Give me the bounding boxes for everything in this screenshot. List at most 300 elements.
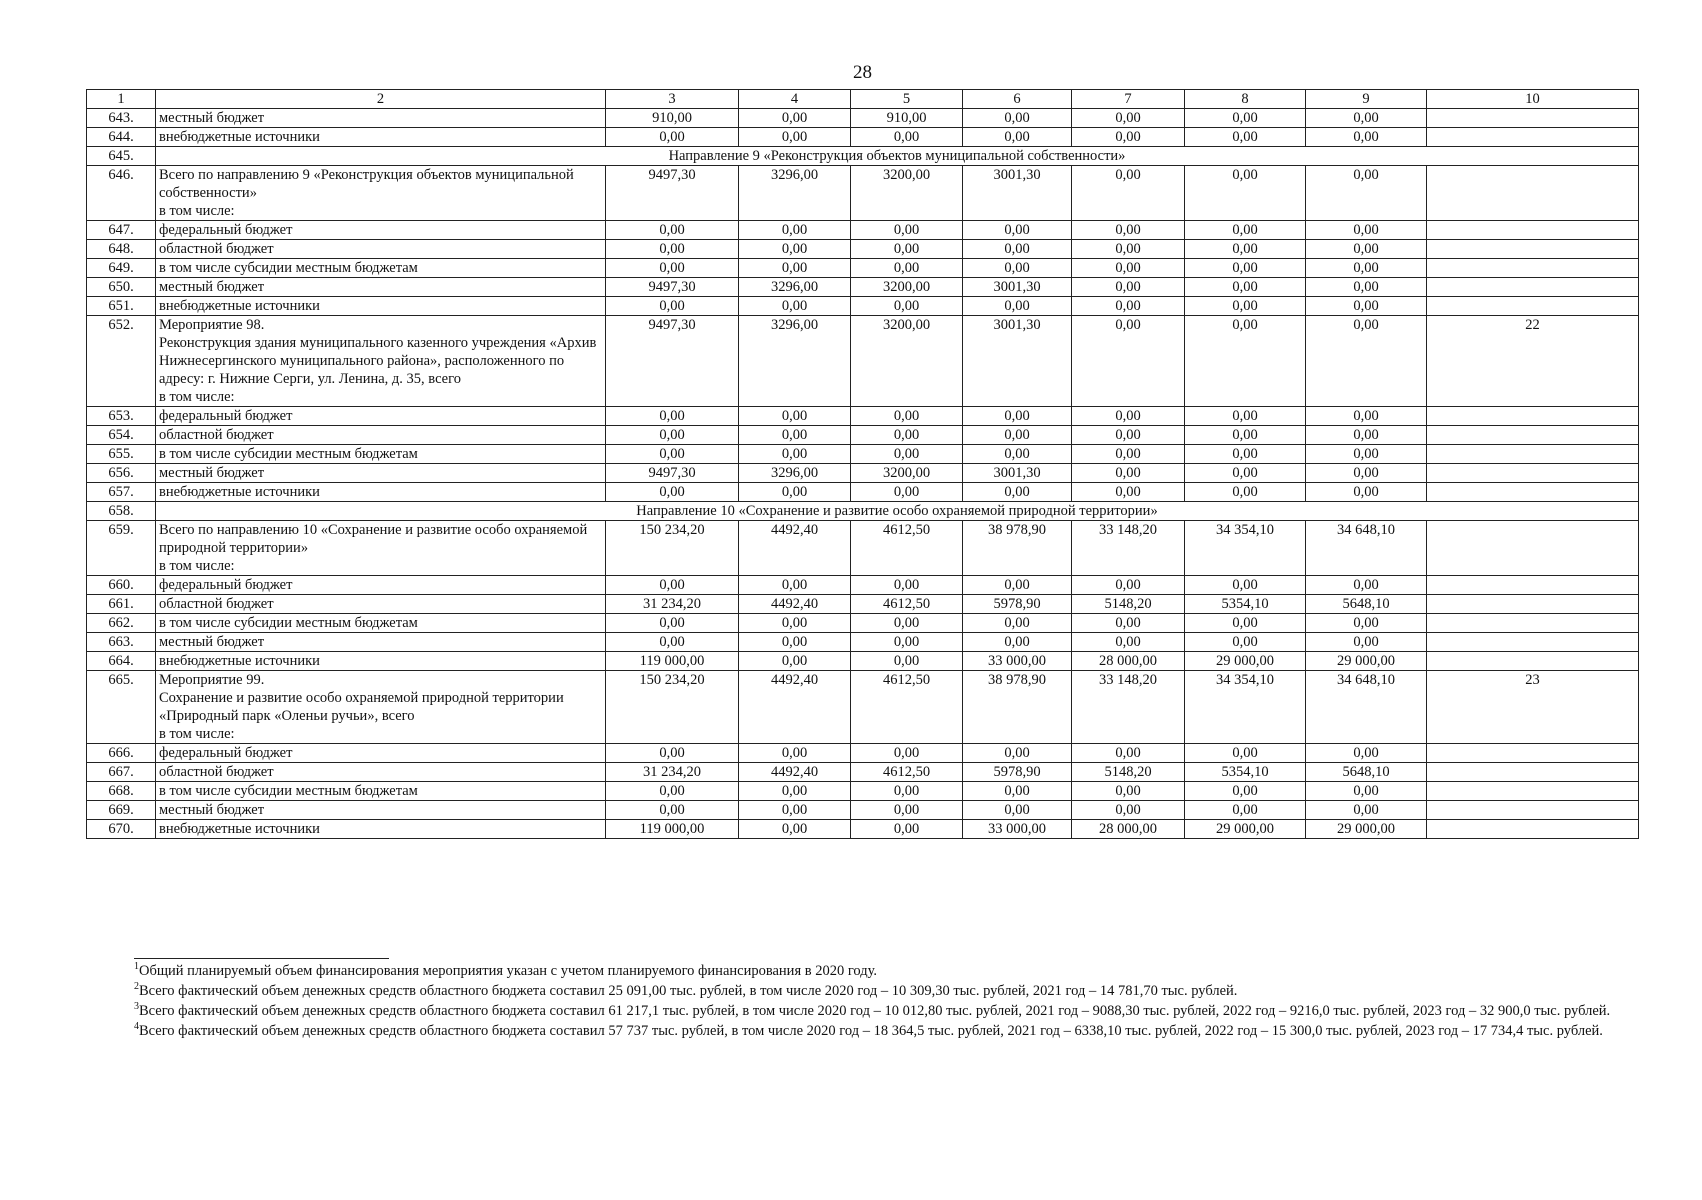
row-label: областной бюджет [156, 595, 606, 614]
value-cell-col-5: 3200,00 [851, 166, 963, 221]
table-row [87, 801, 1639, 820]
header-row [87, 90, 1639, 109]
table-row [87, 109, 1639, 128]
row-number: 655. [87, 445, 156, 464]
value-cell-col-7: 0,00 [1072, 464, 1185, 483]
value-cell-col-9: 0,00 [1306, 240, 1427, 259]
row-label: в том числе субсидии местным бюджетам [156, 259, 606, 278]
value-cell-col-7: 0,00 [1072, 426, 1185, 445]
value-cell-col-8: 5354,10 [1185, 595, 1306, 614]
row-number: 666. [87, 744, 156, 763]
table-row [87, 316, 1639, 407]
value-cell-col-3: 150 234,20 [606, 671, 739, 744]
row-label: федеральный бюджет [156, 407, 606, 426]
row-number: 656. [87, 464, 156, 483]
value-cell-col-8: 29 000,00 [1185, 820, 1306, 839]
value-cell-col-4: 0,00 [739, 744, 851, 763]
table-row [87, 278, 1639, 297]
value-cell-col-4: 0,00 [739, 221, 851, 240]
value-cell-col-3: 0,00 [606, 297, 739, 316]
section-title: Направление 9 «Реконструкция объектов муниципальной собственности» [156, 147, 1639, 166]
table-row [87, 576, 1639, 595]
value-cell-col-7: 0,00 [1072, 445, 1185, 464]
table-row [87, 744, 1639, 763]
target-indicator-ref [1427, 763, 1639, 782]
row-label: областной бюджет [156, 426, 606, 445]
row-number: 668. [87, 782, 156, 801]
target-indicator-ref: 23 [1427, 671, 1639, 744]
value-cell-col-6: 0,00 [963, 483, 1072, 502]
value-cell-col-6: 0,00 [963, 426, 1072, 445]
value-cell-col-3: 9497,30 [606, 464, 739, 483]
value-cell-col-8: 5354,10 [1185, 763, 1306, 782]
footnote-1 [86, 961, 1646, 981]
table-row [87, 464, 1639, 483]
value-cell-col-4: 0,00 [739, 820, 851, 839]
row-number: 648. [87, 240, 156, 259]
target-indicator-ref [1427, 521, 1639, 576]
value-cell-col-7: 0,00 [1072, 109, 1185, 128]
value-cell-col-7: 0,00 [1072, 316, 1185, 407]
value-cell-col-3: 0,00 [606, 782, 739, 801]
value-cell-col-7: 28 000,00 [1072, 820, 1185, 839]
value-cell-col-8: 0,00 [1185, 109, 1306, 128]
value-cell-col-9: 0,00 [1306, 483, 1427, 502]
target-indicator-ref [1427, 259, 1639, 278]
value-cell-col-5: 0,00 [851, 744, 963, 763]
column-header-7: 7 [1072, 90, 1185, 109]
row-label: Всего по направлению 9 «Реконструкция объектов муниципальной собственности» в том числе: [156, 166, 606, 221]
value-cell-col-4: 3296,00 [739, 166, 851, 221]
table-row [87, 166, 1639, 221]
value-cell-col-8: 0,00 [1185, 259, 1306, 278]
table-row [87, 671, 1639, 744]
table-row [87, 240, 1639, 259]
table-row [87, 595, 1639, 614]
budget-table [86, 89, 1639, 839]
row-number: 649. [87, 259, 156, 278]
value-cell-col-4: 4492,40 [739, 671, 851, 744]
value-cell-col-8: 34 354,10 [1185, 521, 1306, 576]
row-number: 647. [87, 221, 156, 240]
value-cell-col-8: 0,00 [1185, 464, 1306, 483]
value-cell-col-6: 38 978,90 [963, 671, 1072, 744]
value-cell-col-8: 0,00 [1185, 576, 1306, 595]
row-label: внебюджетные источники [156, 820, 606, 839]
value-cell-col-4: 0,00 [739, 259, 851, 278]
table-row [87, 763, 1639, 782]
table-row [87, 221, 1639, 240]
value-cell-col-5: 3200,00 [851, 278, 963, 297]
value-cell-col-8: 34 354,10 [1185, 671, 1306, 744]
row-label: местный бюджет [156, 278, 606, 297]
value-cell-col-7: 0,00 [1072, 166, 1185, 221]
target-indicator-ref [1427, 820, 1639, 839]
value-cell-col-7: 5148,20 [1072, 595, 1185, 614]
value-cell-col-3: 0,00 [606, 221, 739, 240]
value-cell-col-3: 9497,30 [606, 316, 739, 407]
value-cell-col-5: 0,00 [851, 297, 963, 316]
row-number: 645. [87, 147, 156, 166]
value-cell-col-5: 0,00 [851, 820, 963, 839]
footnote-text: Всего фактический объем денежных средств областного бюджета составил 25 091,00 тыс. рублей, в том числе 2020 год – 10 309,30 тыс. рублей, 2021 год – 14 781,70 тыс. рублей. [139, 983, 1238, 999]
table-row [87, 407, 1639, 426]
value-cell-col-7: 28 000,00 [1072, 652, 1185, 671]
value-cell-col-8: 0,00 [1185, 445, 1306, 464]
row-number: 664. [87, 652, 156, 671]
table-body [87, 109, 1639, 839]
value-cell-col-9: 0,00 [1306, 633, 1427, 652]
footnote-mark: 1 [134, 961, 139, 973]
value-cell-col-5: 0,00 [851, 259, 963, 278]
footnote-4 [86, 1021, 1646, 1041]
column-header-2: 2 [156, 90, 606, 109]
target-indicator-ref [1427, 576, 1639, 595]
section-row [87, 502, 1639, 521]
value-cell-col-5: 0,00 [851, 801, 963, 820]
target-indicator-ref [1427, 240, 1639, 259]
row-number: 643. [87, 109, 156, 128]
value-cell-col-7: 0,00 [1072, 744, 1185, 763]
value-cell-col-3: 119 000,00 [606, 652, 739, 671]
table-row [87, 259, 1639, 278]
value-cell-col-7: 0,00 [1072, 297, 1185, 316]
value-cell-col-6: 0,00 [963, 782, 1072, 801]
value-cell-col-5: 0,00 [851, 633, 963, 652]
row-number: 669. [87, 801, 156, 820]
table-row [87, 782, 1639, 801]
value-cell-col-8: 0,00 [1185, 744, 1306, 763]
column-header-1: 1 [87, 90, 156, 109]
value-cell-col-4: 3296,00 [739, 278, 851, 297]
value-cell-col-7: 0,00 [1072, 576, 1185, 595]
target-indicator-ref [1427, 614, 1639, 633]
footnote-2 [86, 981, 1646, 1001]
value-cell-col-8: 0,00 [1185, 614, 1306, 633]
value-cell-col-6: 0,00 [963, 445, 1072, 464]
value-cell-col-6: 5978,90 [963, 763, 1072, 782]
value-cell-col-9: 0,00 [1306, 278, 1427, 297]
footnote-mark: 2 [134, 981, 139, 993]
footnote-list [86, 961, 1646, 1041]
target-indicator-ref [1427, 595, 1639, 614]
row-number: 661. [87, 595, 156, 614]
row-label: местный бюджет [156, 109, 606, 128]
table-row [87, 445, 1639, 464]
value-cell-col-3: 910,00 [606, 109, 739, 128]
value-cell-col-6: 0,00 [963, 801, 1072, 820]
row-number: 646. [87, 166, 156, 221]
value-cell-col-8: 0,00 [1185, 297, 1306, 316]
value-cell-col-9: 0,00 [1306, 445, 1427, 464]
value-cell-col-7: 0,00 [1072, 221, 1185, 240]
value-cell-col-5: 0,00 [851, 483, 963, 502]
value-cell-col-6: 0,00 [963, 407, 1072, 426]
table-row [87, 483, 1639, 502]
row-number: 662. [87, 614, 156, 633]
target-indicator-ref: 22 [1427, 316, 1639, 407]
table-row [87, 614, 1639, 633]
value-cell-col-8: 29 000,00 [1185, 652, 1306, 671]
row-number: 659. [87, 521, 156, 576]
row-number: 670. [87, 820, 156, 839]
column-header-8: 8 [1185, 90, 1306, 109]
row-label: внебюджетные источники [156, 297, 606, 316]
table-row [87, 820, 1639, 839]
value-cell-col-4: 4492,40 [739, 595, 851, 614]
value-cell-col-3: 0,00 [606, 614, 739, 633]
value-cell-col-3: 31 234,20 [606, 595, 739, 614]
value-cell-col-5: 4612,50 [851, 763, 963, 782]
target-indicator-ref [1427, 109, 1639, 128]
value-cell-col-4: 0,00 [739, 109, 851, 128]
target-indicator-ref [1427, 483, 1639, 502]
target-indicator-ref [1427, 782, 1639, 801]
value-cell-col-6: 33 000,00 [963, 820, 1072, 839]
value-cell-col-4: 0,00 [739, 782, 851, 801]
value-cell-col-6: 0,00 [963, 744, 1072, 763]
row-label: внебюджетные источники [156, 652, 606, 671]
value-cell-col-4: 3296,00 [739, 316, 851, 407]
column-header-9: 9 [1306, 90, 1427, 109]
value-cell-col-4: 4492,40 [739, 763, 851, 782]
page-number: 28 [853, 62, 872, 83]
column-header-3: 3 [606, 90, 739, 109]
row-number: 652. [87, 316, 156, 407]
row-label: внебюджетные источники [156, 483, 606, 502]
value-cell-col-6: 38 978,90 [963, 521, 1072, 576]
column-header-4: 4 [739, 90, 851, 109]
row-label: в том числе субсидии местным бюджетам [156, 614, 606, 633]
table-row [87, 652, 1639, 671]
row-number: 654. [87, 426, 156, 445]
value-cell-col-5: 0,00 [851, 576, 963, 595]
value-cell-col-5: 0,00 [851, 445, 963, 464]
column-header-10: 10 [1427, 90, 1639, 109]
value-cell-col-6: 0,00 [963, 633, 1072, 652]
value-cell-col-6: 3001,30 [963, 464, 1072, 483]
value-cell-col-4: 0,00 [739, 240, 851, 259]
row-number: 657. [87, 483, 156, 502]
target-indicator-ref [1427, 801, 1639, 820]
value-cell-col-3: 0,00 [606, 744, 739, 763]
row-number: 651. [87, 297, 156, 316]
value-cell-col-5: 0,00 [851, 407, 963, 426]
section-row [87, 147, 1639, 166]
value-cell-col-9: 0,00 [1306, 316, 1427, 407]
value-cell-col-9: 34 648,10 [1306, 521, 1427, 576]
value-cell-col-7: 0,00 [1072, 614, 1185, 633]
footnote-text: Всего фактический объем денежных средств областного бюджета составил 57 737 тыс. рублей, в том числе 2020 год – 18 364,5 тыс. рублей, 2021 год – 6338,10 тыс. рублей, 2022 год – 15 300,0 тыс. рублей, 2023 год – 17 734,4 тыс. рублей. [139, 1023, 1603, 1039]
row-number: 663. [87, 633, 156, 652]
row-label: Мероприятие 99. Сохранение и развитие особо охраняемой природной территории «Природный парк «Оленьи ручьи», всего в том числе: [156, 671, 606, 744]
row-label: местный бюджет [156, 464, 606, 483]
value-cell-col-4: 0,00 [739, 426, 851, 445]
table-row [87, 426, 1639, 445]
row-label: в том числе субсидии местным бюджетам [156, 445, 606, 464]
value-cell-col-8: 0,00 [1185, 278, 1306, 297]
footnote-rule [134, 958, 389, 959]
value-cell-col-5: 4612,50 [851, 671, 963, 744]
row-label: в том числе субсидии местным бюджетам [156, 782, 606, 801]
value-cell-col-5: 0,00 [851, 240, 963, 259]
row-label: местный бюджет [156, 633, 606, 652]
target-indicator-ref [1427, 407, 1639, 426]
value-cell-col-8: 0,00 [1185, 407, 1306, 426]
target-indicator-ref [1427, 166, 1639, 221]
value-cell-col-9: 5648,10 [1306, 595, 1427, 614]
value-cell-col-8: 0,00 [1185, 166, 1306, 221]
value-cell-col-5: 0,00 [851, 128, 963, 147]
table-row [87, 297, 1639, 316]
value-cell-col-5: 4612,50 [851, 521, 963, 576]
table-row [87, 633, 1639, 652]
value-cell-col-9: 0,00 [1306, 259, 1427, 278]
value-cell-col-3: 0,00 [606, 483, 739, 502]
target-indicator-ref [1427, 464, 1639, 483]
value-cell-col-5: 4612,50 [851, 595, 963, 614]
row-label: областной бюджет [156, 240, 606, 259]
value-cell-col-6: 0,00 [963, 221, 1072, 240]
value-cell-col-5: 0,00 [851, 221, 963, 240]
row-number: 644. [87, 128, 156, 147]
value-cell-col-6: 0,00 [963, 109, 1072, 128]
value-cell-col-9: 0,00 [1306, 801, 1427, 820]
value-cell-col-5: 0,00 [851, 614, 963, 633]
value-cell-col-4: 0,00 [739, 297, 851, 316]
target-indicator-ref [1427, 221, 1639, 240]
value-cell-col-9: 0,00 [1306, 464, 1427, 483]
row-label: Всего по направлению 10 «Сохранение и развитие особо охраняемой природной территории» в том числе: [156, 521, 606, 576]
value-cell-col-9: 0,00 [1306, 407, 1427, 426]
value-cell-col-3: 119 000,00 [606, 820, 739, 839]
table-row [87, 521, 1639, 576]
value-cell-col-8: 0,00 [1185, 483, 1306, 502]
value-cell-col-4: 0,00 [739, 801, 851, 820]
value-cell-col-7: 0,00 [1072, 782, 1185, 801]
value-cell-col-3: 0,00 [606, 128, 739, 147]
value-cell-col-8: 0,00 [1185, 426, 1306, 445]
row-label: внебюджетные источники [156, 128, 606, 147]
value-cell-col-8: 0,00 [1185, 316, 1306, 407]
value-cell-col-3: 0,00 [606, 426, 739, 445]
table-header [87, 90, 1639, 109]
value-cell-col-9: 0,00 [1306, 614, 1427, 633]
value-cell-col-3: 31 234,20 [606, 763, 739, 782]
value-cell-col-6: 3001,30 [963, 316, 1072, 407]
value-cell-col-3: 9497,30 [606, 166, 739, 221]
value-cell-col-3: 0,00 [606, 407, 739, 426]
value-cell-col-9: 5648,10 [1306, 763, 1427, 782]
row-number: 650. [87, 278, 156, 297]
row-label: областной бюджет [156, 763, 606, 782]
value-cell-col-5: 0,00 [851, 652, 963, 671]
value-cell-col-4: 4492,40 [739, 521, 851, 576]
value-cell-col-9: 0,00 [1306, 128, 1427, 147]
value-cell-col-7: 0,00 [1072, 259, 1185, 278]
row-label: местный бюджет [156, 801, 606, 820]
value-cell-col-8: 0,00 [1185, 221, 1306, 240]
value-cell-col-6: 0,00 [963, 614, 1072, 633]
value-cell-col-6: 0,00 [963, 297, 1072, 316]
value-cell-col-4: 0,00 [739, 128, 851, 147]
value-cell-col-8: 0,00 [1185, 240, 1306, 259]
row-number: 660. [87, 576, 156, 595]
value-cell-col-7: 33 148,20 [1072, 671, 1185, 744]
value-cell-col-6: 5978,90 [963, 595, 1072, 614]
row-number: 667. [87, 763, 156, 782]
value-cell-col-3: 9497,30 [606, 278, 739, 297]
value-cell-col-4: 0,00 [739, 483, 851, 502]
value-cell-col-5: 3200,00 [851, 316, 963, 407]
row-label: Мероприятие 98. Реконструкция здания муниципального казенного учреждения «Архив Нижнесергинского муниципального района», расположенного по адресу: г. Нижние Серги, ул. Ленина, д. 35, всего в том числе: [156, 316, 606, 407]
value-cell-col-6: 0,00 [963, 240, 1072, 259]
value-cell-col-5: 0,00 [851, 782, 963, 801]
value-cell-col-4: 0,00 [739, 407, 851, 426]
target-indicator-ref [1427, 652, 1639, 671]
value-cell-col-3: 150 234,20 [606, 521, 739, 576]
value-cell-col-3: 0,00 [606, 445, 739, 464]
target-indicator-ref [1427, 445, 1639, 464]
value-cell-col-8: 0,00 [1185, 801, 1306, 820]
value-cell-col-7: 33 148,20 [1072, 521, 1185, 576]
value-cell-col-7: 0,00 [1072, 278, 1185, 297]
row-label: федеральный бюджет [156, 221, 606, 240]
value-cell-col-4: 3296,00 [739, 464, 851, 483]
value-cell-col-9: 0,00 [1306, 744, 1427, 763]
value-cell-col-6: 0,00 [963, 128, 1072, 147]
target-indicator-ref [1427, 426, 1639, 445]
value-cell-col-4: 0,00 [739, 614, 851, 633]
footnote-3 [86, 1001, 1646, 1021]
value-cell-col-3: 0,00 [606, 633, 739, 652]
row-number: 658. [87, 502, 156, 521]
row-label: федеральный бюджет [156, 744, 606, 763]
section-title: Направление 10 «Сохранение и развитие особо охраняемой природной территории» [156, 502, 1639, 521]
target-indicator-ref [1427, 128, 1639, 147]
value-cell-col-4: 0,00 [739, 445, 851, 464]
footnote-text: Всего фактический объем денежных средств областного бюджета составил 61 217,1 тыс. рублей, в том числе 2020 год – 10 012,80 тыс. рублей, 2021 год – 9088,30 тыс. рублей, 2022 год – 9216,0 тыс. рублей, 2023 год – 32 900,0 тыс. рублей. [139, 1003, 1611, 1019]
value-cell-col-9: 0,00 [1306, 221, 1427, 240]
value-cell-col-8: 0,00 [1185, 633, 1306, 652]
footnote-mark: 4 [134, 1021, 139, 1033]
value-cell-col-6: 0,00 [963, 259, 1072, 278]
footnote-mark: 3 [134, 1001, 139, 1013]
footnote-text: Общий планируемый объем финансирования мероприятия указан с учетом планируемого финансирования в 2020 году. [139, 963, 878, 979]
value-cell-col-4: 0,00 [739, 633, 851, 652]
value-cell-col-5: 3200,00 [851, 464, 963, 483]
value-cell-col-7: 0,00 [1072, 483, 1185, 502]
value-cell-col-4: 0,00 [739, 576, 851, 595]
target-indicator-ref [1427, 297, 1639, 316]
value-cell-col-9: 0,00 [1306, 782, 1427, 801]
column-header-6: 6 [963, 90, 1072, 109]
row-label: федеральный бюджет [156, 576, 606, 595]
target-indicator-ref [1427, 744, 1639, 763]
target-indicator-ref [1427, 278, 1639, 297]
value-cell-col-9: 0,00 [1306, 576, 1427, 595]
value-cell-col-3: 0,00 [606, 259, 739, 278]
value-cell-col-7: 0,00 [1072, 633, 1185, 652]
value-cell-col-8: 0,00 [1185, 128, 1306, 147]
value-cell-col-4: 0,00 [739, 652, 851, 671]
value-cell-col-7: 0,00 [1072, 407, 1185, 426]
value-cell-col-6: 33 000,00 [963, 652, 1072, 671]
value-cell-col-9: 29 000,00 [1306, 652, 1427, 671]
target-indicator-ref [1427, 633, 1639, 652]
value-cell-col-9: 0,00 [1306, 426, 1427, 445]
row-number: 665. [87, 671, 156, 744]
